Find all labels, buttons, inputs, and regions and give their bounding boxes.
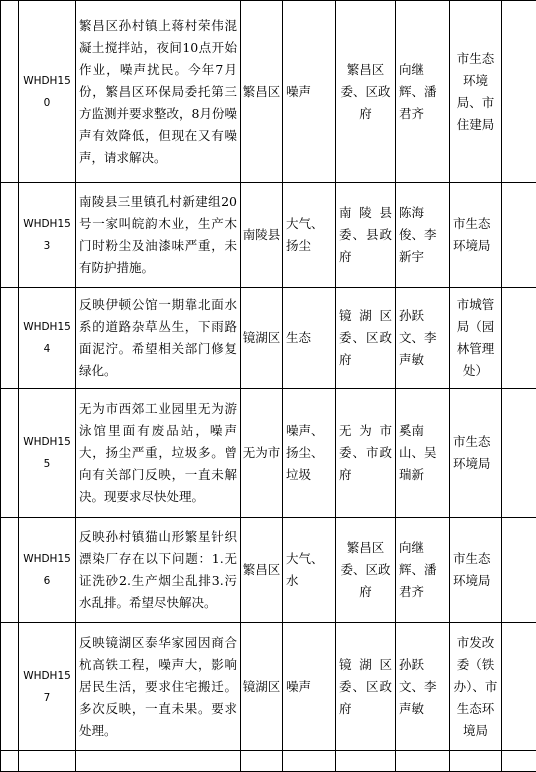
responsible-unit: 镜湖区委、区政府 bbox=[336, 623, 396, 751]
empty-cell bbox=[396, 751, 450, 772]
responsible-departments: 市生态环境局 bbox=[450, 389, 502, 518]
index-cell bbox=[1, 518, 19, 623]
remarks-cell bbox=[502, 288, 536, 389]
table-row bbox=[1, 518, 536, 623]
empty-cell bbox=[283, 751, 336, 772]
responsible-unit: 繁昌区委、区政府 bbox=[336, 1, 396, 183]
complaint-content: 繁昌区孙村镇上蒋村荣伟混凝土搅拌站，夜间10点开始作业，噪声扰民。今年7月份，繁昌区环保局委托第三方监测并要求整改，8月份噪声有效降低，但现在又有噪声，请求解决。 bbox=[76, 1, 241, 183]
table-row bbox=[1, 183, 536, 288]
area-cell: 无为市 bbox=[241, 389, 283, 518]
case-code: WHDH157 bbox=[19, 623, 76, 751]
remarks-cell bbox=[502, 518, 536, 623]
empty-cell bbox=[76, 751, 241, 772]
complaint-content: 反映孙村镇猫山形繁星针织漂染厂存在以下问题：1.无证洗砂2.生产烟尘乱排3.污水乱排。希望尽快解决。 bbox=[76, 518, 241, 623]
responsible-unit: 无为市委、市政府 bbox=[336, 389, 396, 518]
area-cell: 镜湖区 bbox=[241, 288, 283, 389]
table-row bbox=[1, 288, 536, 389]
table-row bbox=[1, 1, 536, 183]
table-row bbox=[1, 623, 536, 751]
remarks-cell bbox=[502, 183, 536, 288]
responsible-leaders: 孙跃文、李声敏 bbox=[396, 288, 450, 389]
complaint-content: 反映镜湖区泰华家园因商合杭高铁工程，噪声大，影响居民生活，要求住宅搬迁。多次反映，一直未果。要求处理。 bbox=[76, 623, 241, 751]
remarks-cell bbox=[502, 1, 536, 183]
responsible-unit: 繁昌区委、区政府 bbox=[336, 518, 396, 623]
table-row bbox=[1, 389, 536, 518]
responsible-unit: 南陵县委、县政府 bbox=[336, 183, 396, 288]
index-cell bbox=[1, 751, 19, 772]
pollution-type: 大气、扬尘 bbox=[283, 183, 336, 288]
remarks-cell bbox=[502, 623, 536, 751]
complaint-content: 反映伊顿公馆一期靠北面水系的道路杂草丛生，下雨路面泥泞。希望相关部门修复绿化。 bbox=[76, 288, 241, 389]
complaint-content: 南陵县三里镇孔村新建组20号一家叫皖韵木业，生产木门时粉尘及油漆味严重，未有防护措施。 bbox=[76, 183, 241, 288]
responsible-departments: 市城管局（园林管理处） bbox=[450, 288, 502, 389]
empty-cell bbox=[502, 751, 536, 772]
case-code: WHDH153 bbox=[19, 183, 76, 288]
table-row bbox=[1, 751, 536, 772]
responsible-departments: 市发改委（铁办）、市生态环境局 bbox=[450, 623, 502, 751]
responsible-leaders: 孙跃文、李声敏 bbox=[396, 623, 450, 751]
index-cell bbox=[1, 623, 19, 751]
area-cell: 南陵县 bbox=[241, 183, 283, 288]
responsible-departments: 市生态环境局 bbox=[450, 183, 502, 288]
empty-cell bbox=[19, 751, 76, 772]
responsible-departments: 市生态环境局、市住建局 bbox=[450, 1, 502, 183]
index-cell bbox=[1, 183, 19, 288]
pollution-type: 生态 bbox=[283, 288, 336, 389]
responsible-leaders: 陈海俊、李新宇 bbox=[396, 183, 450, 288]
case-code: WHDH156 bbox=[19, 518, 76, 623]
empty-cell bbox=[336, 751, 396, 772]
pollution-type: 大气、水 bbox=[283, 518, 336, 623]
area-cell: 繁昌区 bbox=[241, 518, 283, 623]
case-code: WHDH150 bbox=[19, 1, 76, 183]
pollution-type: 噪声 bbox=[283, 623, 336, 751]
case-code: WHDH155 bbox=[19, 389, 76, 518]
empty-cell bbox=[450, 751, 502, 772]
area-cell: 繁昌区 bbox=[241, 1, 283, 183]
index-cell bbox=[1, 1, 19, 183]
remarks-cell bbox=[502, 389, 536, 518]
pollution-type: 噪声、扬尘、垃圾 bbox=[283, 389, 336, 518]
pollution-type: 噪声 bbox=[283, 1, 336, 183]
responsible-departments: 市生态环境局 bbox=[450, 518, 502, 623]
responsible-leaders: 向继辉、潘君齐 bbox=[396, 1, 450, 183]
responsible-leaders: 向继辉、潘君齐 bbox=[396, 518, 450, 623]
case-code: WHDH154 bbox=[19, 288, 76, 389]
index-cell bbox=[1, 389, 19, 518]
responsible-leaders: 奚南山、吴瑞新 bbox=[396, 389, 450, 518]
responsible-unit: 镜湖区委、区政府 bbox=[336, 288, 396, 389]
index-cell bbox=[1, 288, 19, 389]
complaint-content: 无为市西郊工业园里无为游泳馆里面有废品站，噪声大，扬尘严重，垃圾多。曾向有关部门反映，一直未解决。现要求尽快处理。 bbox=[76, 389, 241, 518]
area-cell: 镜湖区 bbox=[241, 623, 283, 751]
empty-cell bbox=[241, 751, 283, 772]
